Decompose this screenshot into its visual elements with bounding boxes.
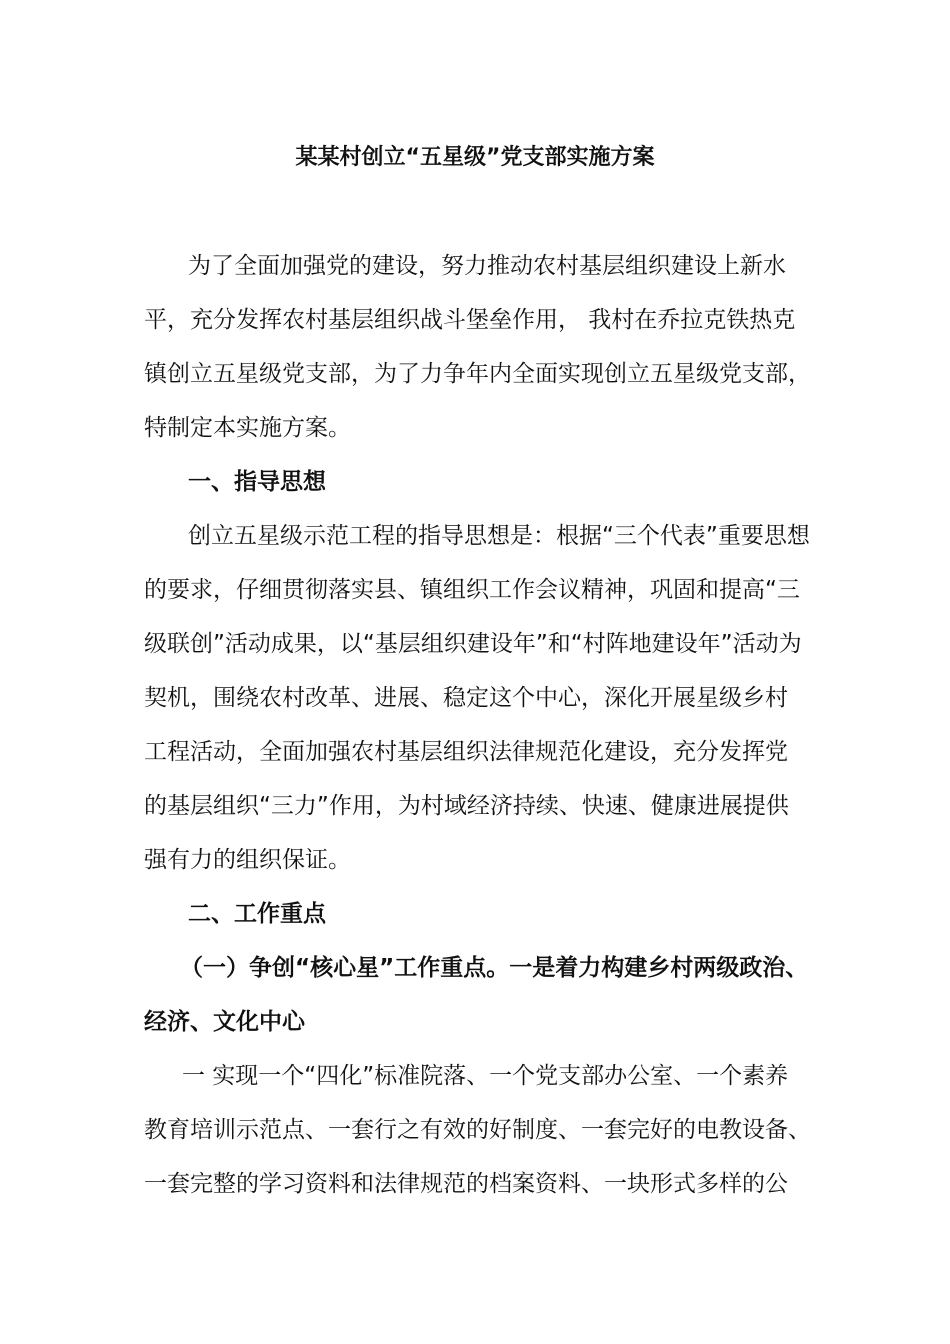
paragraph-line: 一 实现一个“四化”标准院落、一个党支部办公室、一个素养 [182, 1063, 789, 1089]
paragraph-line: 镇创立五星级党支部，为了力争年内全面实现创立五星级党支部， [144, 361, 811, 387]
paragraph-line: 的基层组织“三力”作用，为村域经济持续、快速、健康进展提供 [144, 793, 789, 819]
document-title: 某某村创立“五星级”党支部实施方案 [295, 145, 655, 170]
paragraph-line: 的要求，仔细贯彻落实县、镇组织工作会议精神，巩固和提高“三 [144, 577, 800, 603]
section-heading: 二、工作重点 [188, 901, 326, 927]
paragraph-line: 级联创”活动成果，以“基层组织建设年”和“村阵地建设年”活动为 [144, 631, 802, 657]
subsection-heading: 经济、文化中心 [144, 1009, 305, 1035]
paragraph-line: 教育培训示范点、一套行之有效的好制度、一套完好的电教设备、 [144, 1117, 811, 1143]
section-heading: 一、指导思想 [188, 469, 326, 495]
paragraph-line: 工程活动，全面加强农村基层组织法律规范化建设，充分发挥党 [144, 739, 788, 765]
subsection-heading: （一）争创“核心星”工作重点。一是着力构建乡村两级政治、 [180, 955, 809, 981]
paragraph-line: 特制定本实施方案。 [144, 415, 351, 441]
paragraph-line: 为了全面加强党的建设，努力推动农村基层组织建设上新水 [188, 253, 786, 279]
paragraph-line: 契机，围绕农村改革、进展、稳定这个中心，深化开展星级乡村 [144, 685, 788, 711]
paragraph-line: 平，充分发挥农村基层组织战斗堡垒作用， 我村在乔拉克铁热克 [144, 307, 796, 333]
paragraph-line: 创立五星级示范工程的指导思想是：根据“三个代表”重要思想 [188, 523, 810, 549]
paragraph-line: 强有力的组织保证。 [144, 847, 351, 873]
paragraph-line: 一套完整的学习资料和法律规范的档案资料、一块形式多样的公 [144, 1171, 788, 1197]
